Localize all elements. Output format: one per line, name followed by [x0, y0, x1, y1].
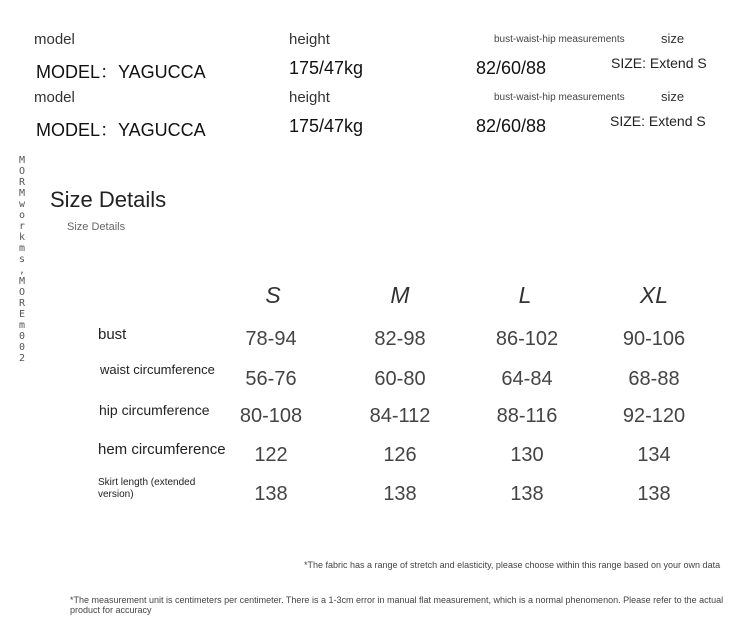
cell-value: 56-76 [245, 368, 297, 390]
side-brand-char: 0 [18, 342, 26, 353]
model-measure: 82/60/88 [476, 116, 547, 136]
side-brand-char: R [18, 298, 26, 309]
side-brand-text [14, 155, 30, 364]
side-brand-char: m [18, 243, 26, 254]
size-details-subtitle: Size Details [67, 221, 126, 233]
model-label: model [34, 89, 75, 106]
measurement-note: *The measurement unit is centimeters per centimeter. There is a 1-3cm error in manual flat measurement, which is a normal phenomenon. Please refer to the actual product for accuracy [70, 595, 724, 615]
col-header-s: S [265, 282, 281, 308]
cell-value: 82-98 [374, 328, 426, 350]
model-label: model [34, 31, 75, 48]
measure-label: bust-waist-hip measurements [494, 34, 625, 45]
side-brand-char: o [18, 210, 26, 221]
cell-value: 78-94 [245, 328, 297, 350]
cell-value: 88-116 [496, 405, 558, 427]
row-label: Skirt length (extended version) [98, 477, 196, 500]
cell-value: 92-120 [622, 405, 686, 427]
measure-label: bust-waist-hip measurements [494, 92, 625, 103]
row-label: hip circumference [99, 402, 210, 418]
cell-value: 64-84 [501, 368, 553, 390]
side-brand-char: M [18, 188, 26, 199]
cell-value: 138 [510, 483, 544, 505]
row-label: waist circumference [100, 362, 215, 377]
model-size: SIZE: Extend S [610, 113, 706, 129]
cell-value: 90-106 [622, 328, 686, 350]
row-label: hem circumference [98, 441, 226, 458]
side-brand-char: w [18, 199, 26, 210]
row-label: bust [98, 326, 127, 343]
side-brand-char: O [18, 287, 26, 298]
size-label: size [661, 89, 685, 104]
side-brand-char: m [18, 320, 26, 331]
side-brand-char: r [18, 221, 26, 232]
side-brand-char: , [18, 265, 26, 276]
side-brand-char: M [18, 155, 26, 166]
cell-value: 126 [383, 444, 417, 466]
col-header-xl: XL [639, 282, 669, 308]
cell-value: 138 [254, 483, 288, 505]
cell-value: 130 [510, 444, 544, 466]
col-header-m: M [390, 282, 410, 308]
col-header-l: L [518, 282, 532, 308]
side-brand-char: M [18, 276, 26, 287]
cell-value: 68-88 [628, 368, 680, 390]
side-brand-char: E [18, 309, 26, 320]
side-brand-char: s [18, 254, 26, 265]
height-label: height [289, 31, 330, 48]
side-brand-char: O [18, 166, 26, 177]
fabric-note: *The fabric has a range of stretch and elasticity, please choose within this range based on your own data [304, 560, 721, 570]
model-name: MODEL：YAGUCCA [36, 120, 206, 140]
side-brand-char: 2 [18, 353, 26, 364]
cell-value: 80-108 [239, 405, 303, 427]
cell-value: 138 [637, 483, 671, 505]
side-brand-char: k [18, 232, 26, 243]
side-brand-char: 0 [18, 331, 26, 342]
cell-value: 60-80 [374, 368, 426, 390]
model-measure: 82/60/88 [476, 58, 547, 78]
side-brand-char: R [18, 177, 26, 188]
height-label: height [289, 89, 330, 106]
cell-value: 84-112 [369, 405, 431, 427]
size-details-title: Size Details [50, 187, 167, 212]
model-height: 175/47kg [289, 116, 364, 136]
cell-value: 86-102 [495, 328, 559, 350]
cell-value: 134 [637, 444, 671, 466]
cell-value: 138 [383, 483, 417, 505]
cell-value: 122 [254, 444, 288, 466]
size-label: size [661, 31, 685, 46]
model-size: SIZE: Extend S [611, 55, 707, 71]
model-name: MODEL：YAGUCCA [36, 62, 206, 82]
model-height: 175/47kg [289, 58, 364, 78]
